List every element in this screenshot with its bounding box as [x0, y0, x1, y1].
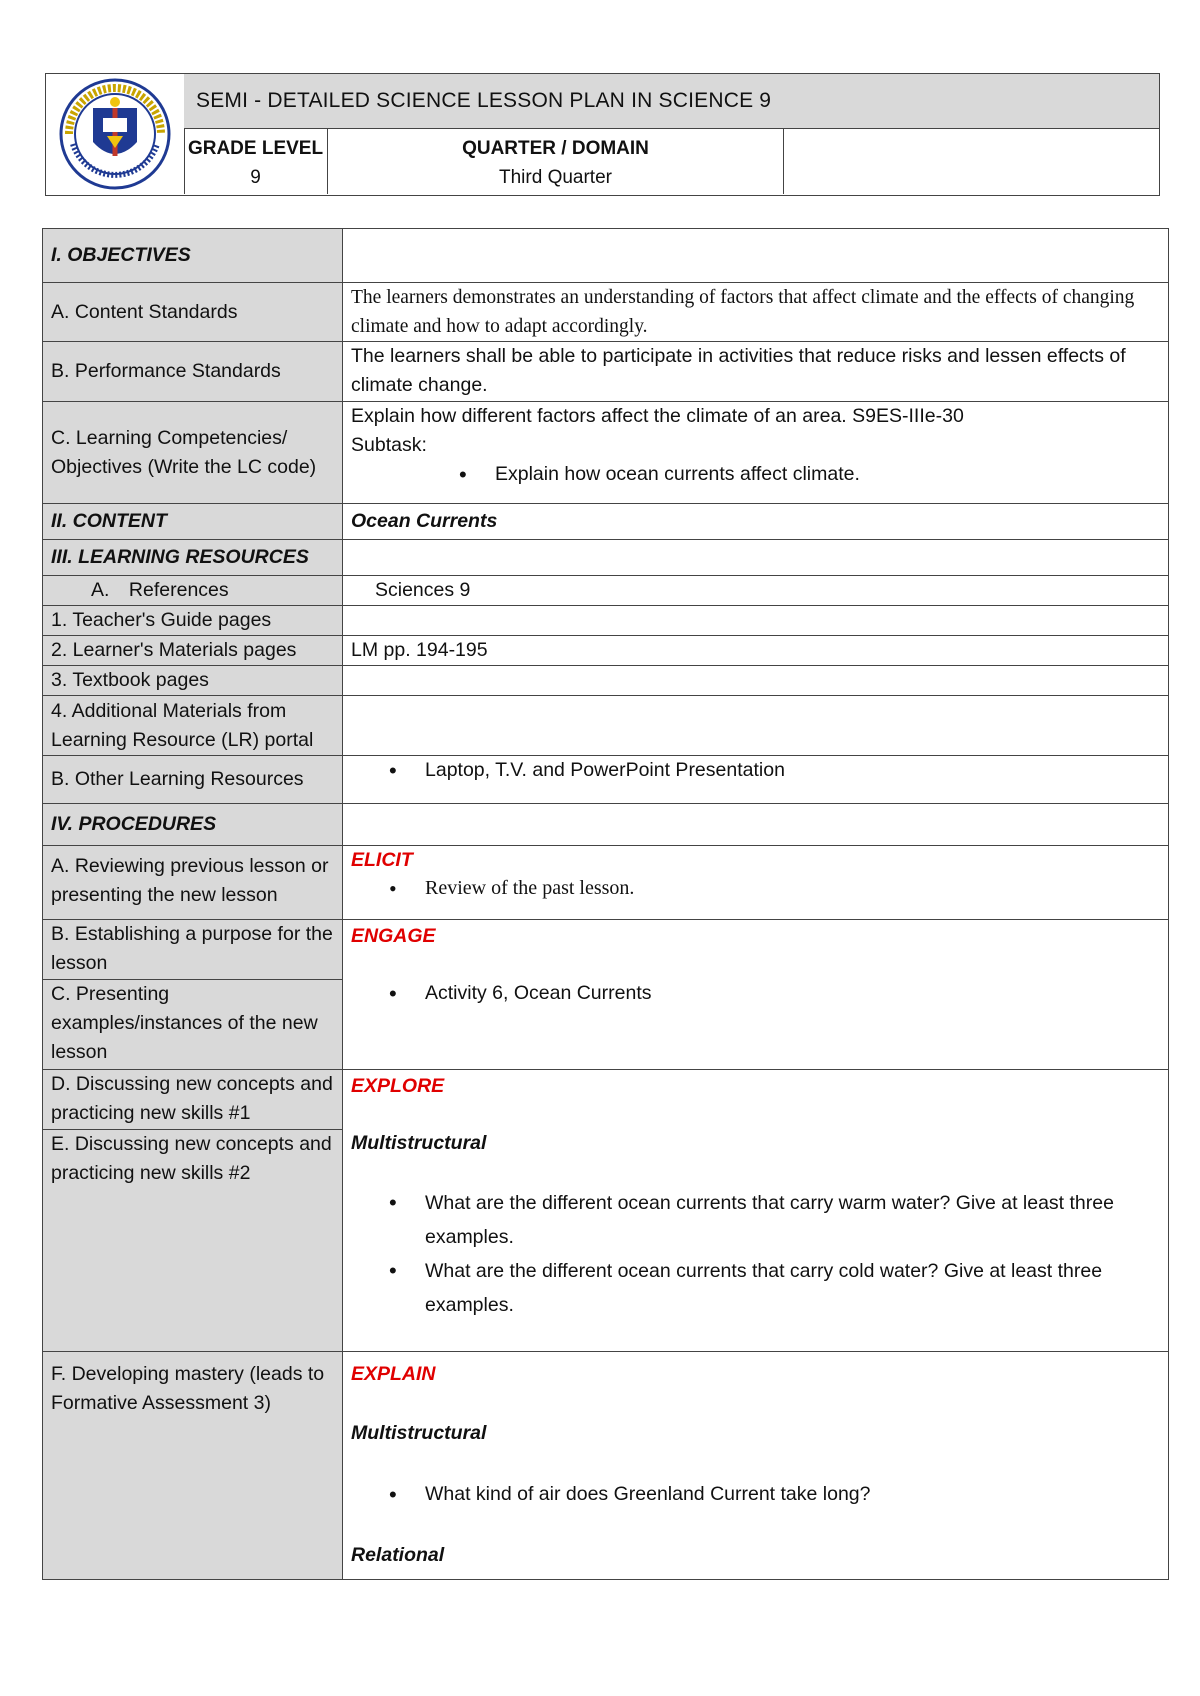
- teachers-guide-label: 1. Teacher's Guide pages: [43, 606, 343, 636]
- procedure-e-label: E. Discussing new concepts and practicing new skills #2: [43, 1130, 343, 1352]
- objectives-heading: I. OBJECTIVES: [43, 229, 343, 283]
- empty-cell: [343, 696, 1169, 756]
- content-standards-text: The learners demonstrates an understanding of factors that affect climate and the effects of changing climate and how to adapt accordingly.: [343, 283, 1169, 342]
- table-row: [43, 402, 1169, 504]
- explain-multistructural: Multistructural: [351, 1422, 487, 1444]
- performance-standards-label: B. Performance Standards: [43, 342, 343, 402]
- empty-cell: [343, 666, 1169, 696]
- explore-list: [351, 1186, 1160, 1322]
- resources-heading: III. LEARNING RESOURCES: [43, 540, 343, 576]
- list-item: • Review of the past lesson.: [351, 875, 1160, 902]
- procedure-b-label: B. Establishing a purpose for the lesson: [43, 920, 343, 980]
- quarter-cell: [328, 128, 784, 194]
- table-row: [43, 229, 1169, 283]
- table-row: [43, 504, 1169, 540]
- other-resources-list: [351, 756, 1160, 785]
- table-row: [43, 1070, 1169, 1130]
- list-item: • Laptop, T.V. and PowerPoint Presentation: [351, 756, 1160, 785]
- list-item: • What kind of air does Greenland Current take long?: [351, 1480, 1160, 1509]
- list-item: • What are the different ocean currents that carry warm water? Give at least three examples.: [351, 1186, 1160, 1254]
- deped-seal: [46, 74, 185, 194]
- list-item: • Activity 6, Ocean Currents: [351, 979, 1160, 1008]
- lesson-plan-table: [42, 228, 1169, 1580]
- empty-cell: [343, 804, 1169, 846]
- textbook-label: 3. Textbook pages: [43, 666, 343, 696]
- competencies-text: Explain how different factors affect the climate of an area. S9ES-IIIe-30: [351, 405, 964, 427]
- table-row: [43, 756, 1169, 804]
- engage-list: [351, 979, 1160, 1008]
- learners-materials-value: LM pp. 194-195: [343, 636, 1169, 666]
- content-value: Ocean Currents: [343, 504, 1169, 540]
- empty-cell: [343, 606, 1169, 636]
- procedure-a-label: A. Reviewing previous lesson or presenting the new lesson: [43, 846, 343, 920]
- explain-cell: [343, 1352, 1169, 1580]
- quarter-value: Third Quarter: [499, 167, 612, 188]
- performance-standards-text: The learners shall be able to participate in activities that reduce risks and lessen effects of climate change.: [343, 342, 1169, 402]
- list-item: • Explain how ocean currents affect climate.: [421, 460, 1160, 489]
- explain-list: [351, 1480, 1160, 1509]
- explore-multistructural: Multistructural: [351, 1132, 487, 1154]
- grade-level-label: GRADE LEVEL: [187, 138, 324, 159]
- explore-cell: [343, 1070, 1169, 1352]
- competencies-cell: [343, 402, 1169, 504]
- empty-cell: [343, 229, 1169, 283]
- empty-cell: [343, 540, 1169, 576]
- content-heading: II. CONTENT: [43, 504, 343, 540]
- procedure-f-label: F. Developing mastery (leads to Formative Assessment 3): [43, 1352, 343, 1580]
- quarter-label: QUARTER / DOMAIN: [462, 138, 649, 159]
- other-resources-cell: [343, 756, 1169, 804]
- subtask-list: [421, 460, 1160, 489]
- grade-level-cell: [184, 128, 328, 194]
- references-value: Sciences 9: [343, 576, 1169, 606]
- explore-phase: EXPLORE: [351, 1075, 445, 1097]
- deped-seal-icon: [59, 78, 171, 190]
- elicit-phase: ELICIT: [351, 849, 413, 871]
- header-table: [45, 73, 1160, 196]
- blank-header-cell: [784, 128, 1159, 194]
- competencies-label: C. Learning Competencies/ Objectives (Write the LC code): [43, 402, 343, 504]
- procedure-d-label: D. Discussing new concepts and practicing new skills #1: [43, 1070, 343, 1130]
- other-resources-label: B. Other Learning Resources: [43, 756, 343, 804]
- table-row: [43, 846, 1169, 920]
- engage-phase: ENGAGE: [351, 925, 436, 947]
- table-row: [43, 804, 1169, 846]
- elicit-list: [351, 875, 1160, 902]
- engage-cell: [343, 920, 1169, 1070]
- procedure-c-label: C. Presenting examples/instances of the new lesson: [43, 980, 343, 1070]
- table-row: [43, 576, 1169, 606]
- table-row: [43, 342, 1169, 402]
- table-row: [43, 666, 1169, 696]
- table-row: [43, 920, 1169, 980]
- explain-relational: Relational: [351, 1544, 445, 1566]
- subtask-label: Subtask:: [351, 434, 427, 456]
- references-label: A. References: [43, 576, 343, 606]
- list-item: • What are the different ocean currents that carry cold water? Give at least three examples.: [351, 1254, 1160, 1322]
- content-standards-label: A. Content Standards: [43, 283, 343, 342]
- additional-materials-label: 4. Additional Materials from Learning Resource (LR) portal: [43, 696, 343, 756]
- procedure-a-cell: [343, 846, 1169, 920]
- table-row: [43, 606, 1169, 636]
- learners-materials-label: 2. Learner's Materials pages: [43, 636, 343, 666]
- table-row: [43, 540, 1169, 576]
- table-row: [43, 636, 1169, 666]
- lesson-plan-title: SEMI - DETAILED SCIENCE LESSON PLAN IN SCIENCE 9: [184, 74, 1159, 129]
- table-row: [43, 696, 1169, 756]
- explain-phase: EXPLAIN: [351, 1363, 436, 1385]
- procedures-heading: IV. PROCEDURES: [43, 804, 343, 846]
- table-row: [43, 283, 1169, 342]
- table-row: [43, 1352, 1169, 1580]
- grade-level-value: 9: [250, 167, 261, 188]
